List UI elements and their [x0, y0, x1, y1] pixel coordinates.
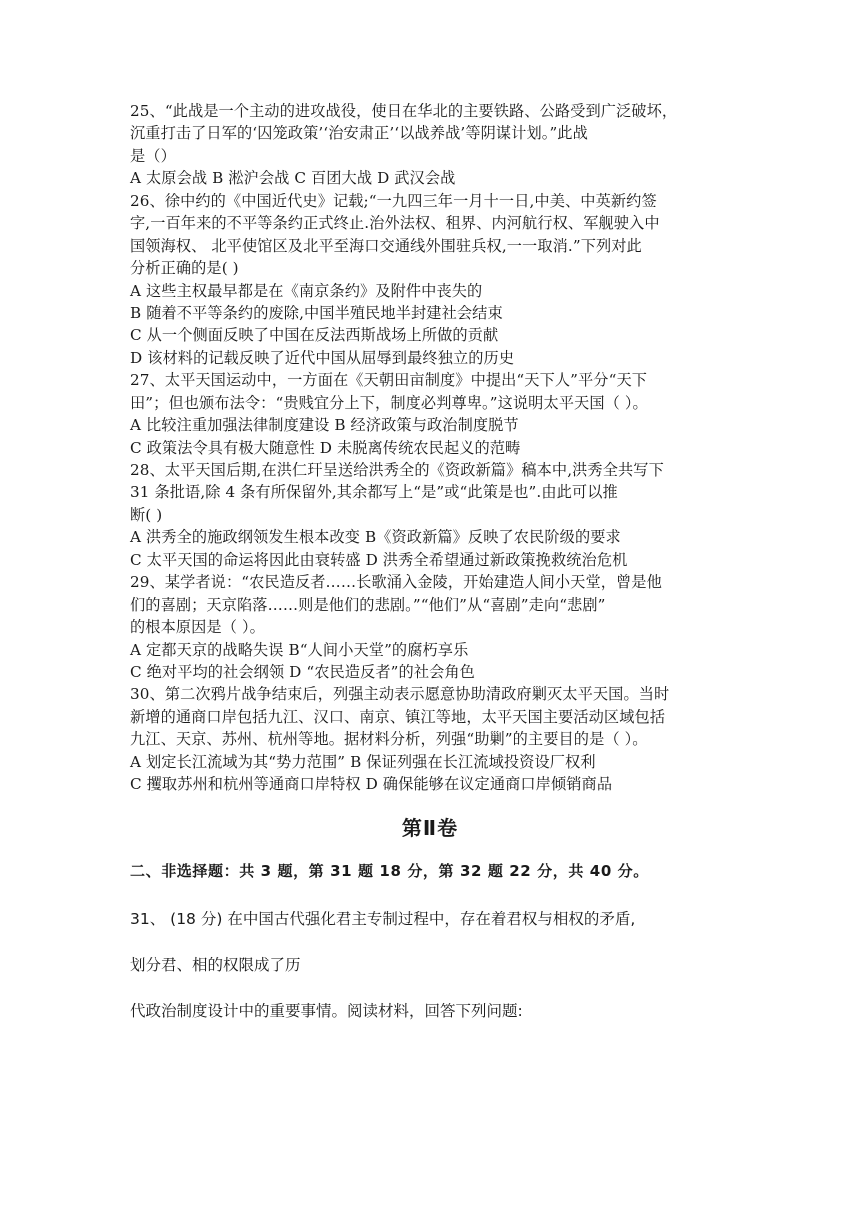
text-line: A 划定长江流域为其“势力范围” B 保证列强在长江流域投资设厂权利: [130, 752, 596, 771]
question-31-line: 31、 (18 分) 在中国古代强化君主专制过程中，存在着君权与相权的矛盾,: [130, 910, 636, 928]
text-line: 26、徐中约的《中国近代史》记载;“一九四三年一月十一日,中美、中英新约签: [130, 191, 657, 210]
text-line: C 绝对平均的社会纲领 D “农民造反者”的社会角色: [130, 662, 475, 681]
text-line: A 这些主权最早都是在《南京条约》及附件中丧失的: [130, 281, 483, 300]
text-line: 27、太平天国运动中，一方面在《天朝田亩制度》中提出“天下人”平分“天下: [130, 371, 648, 390]
text-line: A 比较注重加强法律制度建设 B 经济政策与政治制度脱节: [130, 416, 519, 435]
text-line: 新增的通商口岸包括九江、汉口、南京、镇江等地，太平天国主要活动区域包括: [130, 707, 666, 726]
text-line: A 定都天京的战略失误 B“人间小天堂”的腐朽享乐: [130, 640, 469, 659]
text-line: 九江、天京、苏州、杭州等地。据材料分析，列强“助剿”的主要目的是（ ）。: [130, 730, 648, 749]
text-line: 们的喜剧；天京陷落……则是他们的悲剧。”“他们”从“喜剧”走向“悲剧”: [130, 595, 606, 614]
section-heading: 二、非选择题：共 3 题，第 31 题 18 分，第 32 题 22 分，共 40 分。: [130, 862, 649, 880]
text-line: 分析正确的是( ): [130, 259, 239, 278]
text-line: 是（）: [130, 146, 176, 165]
text-line: 沉重打击了日军的‘囚笼政策’‘治安肃正’‘以战养战’等阴谋计划。”此战: [130, 124, 588, 143]
text-line: 的根本原因是（ ）。: [130, 618, 265, 637]
text-line: 国领海权、 北平使馆区及北平至海口交通线外围驻兵权,一一取消.”下列对此: [130, 236, 642, 255]
text-line: 田”；但也颁布法令：“贵贱宜分上下，制度必判尊卑。”这说明太平天国（ ）。: [130, 393, 648, 412]
text-line: C 攫取苏州和杭州等通商口岸特权 D 确保能够在议定通商口岸倾销商品: [130, 775, 613, 794]
question-31-line: 划分君、相的权限成了历: [130, 956, 301, 974]
text-line: 25、“此战是一个主动的进攻战役，使日在华北的主要铁路、公路受到广泛破坏，: [130, 102, 678, 120]
text-line: A 太原会战 B 淞沪会战 C 百团大战 D 武汉会战: [130, 169, 456, 188]
question-31-line: 代政治制度设计中的重要事情。阅读材料，回答下列问题:: [130, 1002, 523, 1020]
text-line: A 洪秀全的施政纲领发生根本改变 B《资政新篇》反映了农民阶级的要求: [130, 528, 621, 547]
text-line: C 从一个侧面反映了中国在反法西斯战场上所做的贡献: [130, 326, 499, 345]
text-line: B 随着不平等条约的废除,中国半殖民地半封建社会结束: [130, 303, 503, 322]
text-line: 断( ): [130, 505, 163, 524]
text-line: D 该材料的记载反映了近代中国从屈辱到最终独立的历史: [130, 348, 515, 367]
text-line: C 太平天国的命运将因此由衰转盛 D 洪秀全希望通过新政策挽救统治危机: [130, 550, 628, 569]
text-line: 28、太平天国后期,在洪仁玕呈送给洪秀全的《资政新篇》稿本中,洪秀全共写下: [130, 461, 664, 479]
multiple-choice-questions: [130, 100, 736, 796]
text-line: 31 条批语,除 4 条有所保留外,其余都写上“是”或“此策是也”.由此可以推: [130, 483, 618, 502]
text-line: C 政策法令具有极大随意性 D 未脱离传统农民起义的范畴: [130, 438, 521, 457]
text-line: 30、第二次鸦片战争结束后，列强主动表示愿意协助清政府剿灭太平天国。当时: [130, 685, 670, 704]
text-line: 字,一百年来的不平等条约正式终止.治外法权、租界、内河航行权、军舰驶入中: [130, 214, 660, 233]
part-title: 第Ⅱ卷: [401, 816, 459, 840]
text-line: 29、某学者说：“农民造反者……长歌涌入金陵，开始建造人间小天堂，曾是他: [130, 573, 662, 592]
